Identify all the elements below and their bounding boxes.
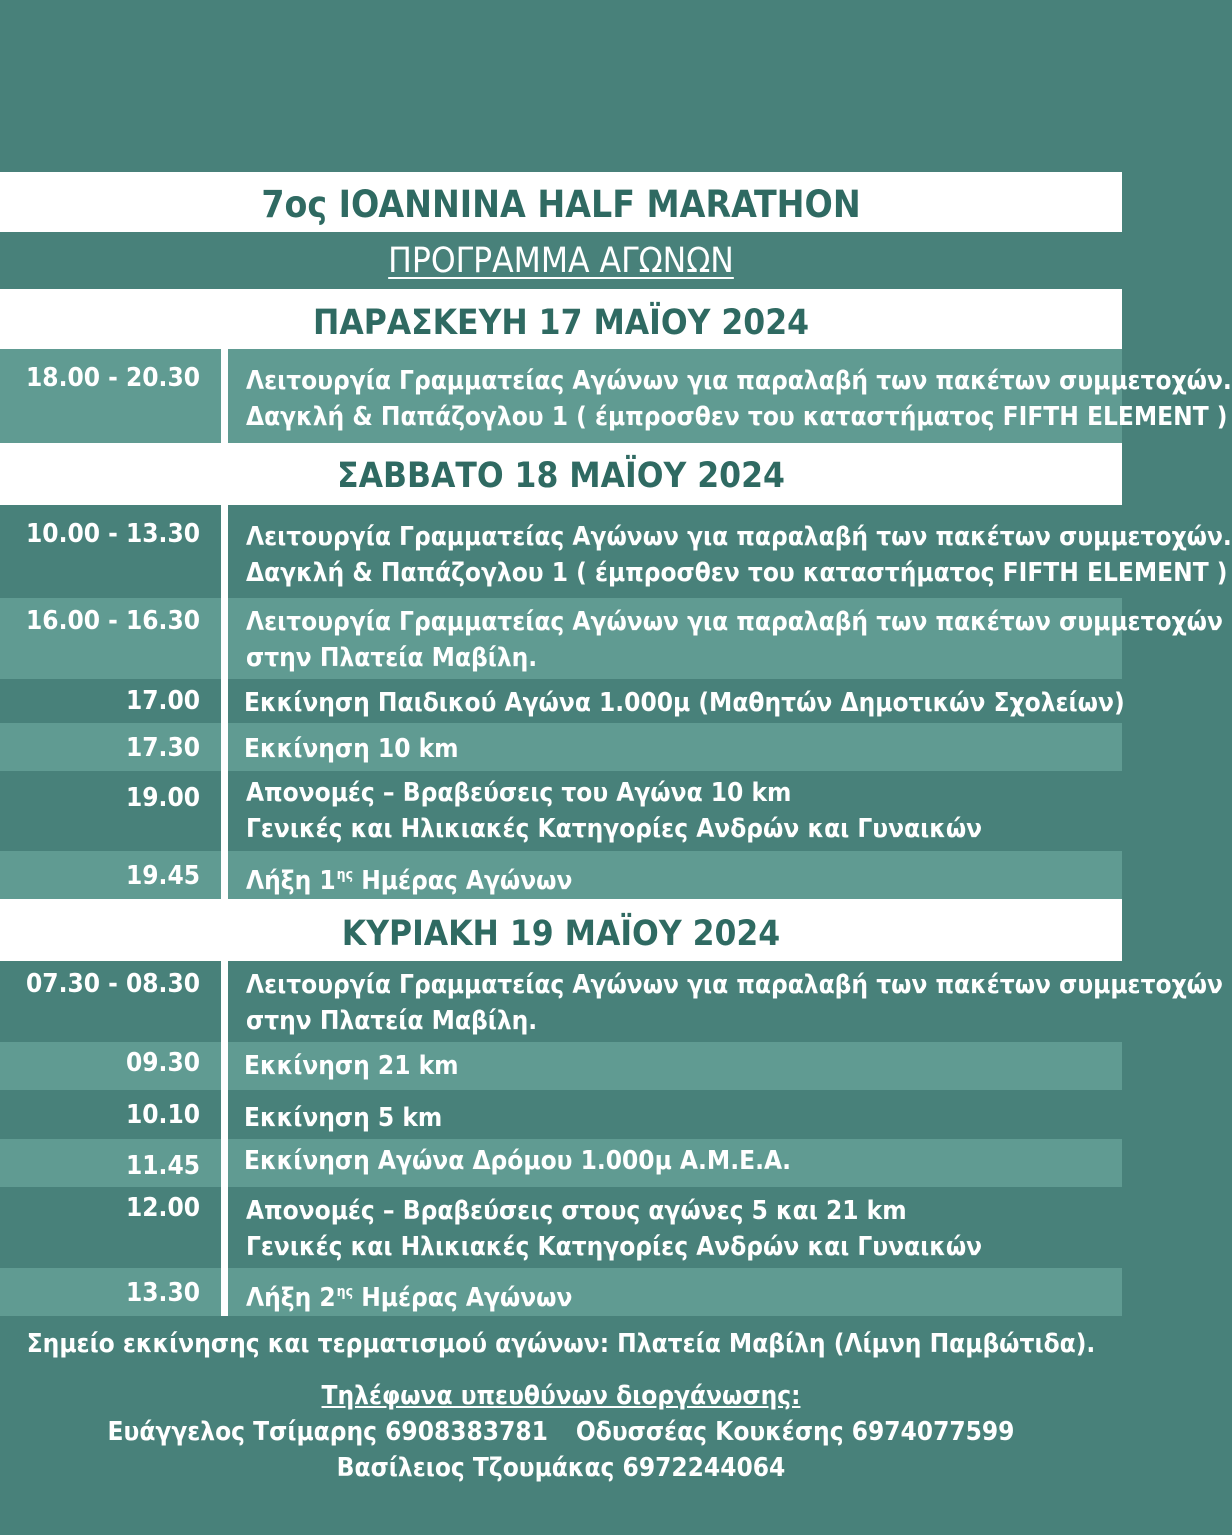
event-line: Γενικές και Ηλικιακές Κατηγορίες Ανδρών και Γυναικών xyxy=(246,1232,983,1262)
event-description xyxy=(246,967,1223,1039)
event-title: 7ος IOANNINA HALF MARATHON xyxy=(0,172,1122,232)
schedule-row xyxy=(0,349,1232,443)
column-divider xyxy=(221,851,228,899)
schedule-row xyxy=(0,723,1122,771)
event-description xyxy=(244,1100,1082,1136)
day-heading-sunday: ΚΥΡΙΑΚΗ 19 ΜΑΪΟΥ 2024 xyxy=(0,899,1122,961)
event-line xyxy=(246,857,1082,899)
event-line: Δαγκλή & Παπάζογλου 1 ( έμπροσθεν του καταστήματος FIFTH ELEMENT ) xyxy=(246,402,1228,432)
event-time: 10.10 xyxy=(126,1100,200,1130)
event-time: 16.00 - 16.30 xyxy=(26,606,200,636)
schedule-row xyxy=(0,851,1122,899)
event-line: Εκκίνηση 5 km xyxy=(244,1103,443,1133)
event-line: Λειτουργία Γραμματείας Αγώνων για παραλαβή των πακέτων συμμετοχών. xyxy=(246,366,1232,396)
event-text: Ημέρας Αγώνων xyxy=(353,866,573,896)
event-time: 19.00 xyxy=(126,783,200,813)
event-time: 10.00 - 13.30 xyxy=(26,519,200,549)
event-description xyxy=(246,1193,1082,1265)
event-line: Λειτουργία Γραμματείας Αγώνων για παραλαβή των πακέτων συμμετοχών xyxy=(246,970,1223,1000)
event-line: Απονομές – Βραβεύσεις του Αγώνα 10 km xyxy=(246,778,792,808)
event-line xyxy=(246,1274,1082,1316)
schedule-row xyxy=(0,1139,1122,1187)
column-divider xyxy=(221,1268,228,1316)
schedule-row xyxy=(0,961,1223,1042)
contacts-title: Τηλέφωνα υπευθύνων διοργάνωσης: xyxy=(321,1381,801,1411)
contacts-block xyxy=(0,1378,1122,1486)
event-description xyxy=(246,775,1082,847)
day-heading-saturday: ΣΑΒΒΑΤΟ 18 ΜΑΪΟΥ 2024 xyxy=(0,443,1122,505)
contacts-line xyxy=(0,1414,1122,1450)
contact-phone: Ευάγγελος Τσίμαρης 6908383781 xyxy=(107,1417,548,1447)
column-divider xyxy=(221,598,228,679)
contact-phone: Βασίλειος Τζουμάκας 6972244064 xyxy=(336,1453,786,1483)
column-divider xyxy=(221,679,228,723)
event-description xyxy=(244,685,1125,721)
event-line: Εκκίνηση Αγώνα Δρόμου 1.000μ Α.Μ.Ε.Α. xyxy=(244,1146,791,1176)
column-divider xyxy=(221,349,228,443)
column-divider xyxy=(221,1187,228,1268)
event-time: 18.00 - 20.30 xyxy=(26,363,200,393)
event-line: Απονομές – Βραβεύσεις στους αγώνες 5 και 21 km xyxy=(246,1196,907,1226)
schedule-row xyxy=(0,598,1223,679)
event-line: Εκκίνηση Παιδικού Αγώνα 1.000μ (Μαθητών Δημοτικών Σχολείων) xyxy=(244,688,1125,718)
event-description xyxy=(244,731,1082,767)
column-divider xyxy=(221,723,228,771)
schedule-row xyxy=(0,771,1122,851)
schedule-row xyxy=(0,1268,1122,1316)
column-divider xyxy=(221,961,228,1042)
schedule-row xyxy=(0,1187,1122,1268)
event-description xyxy=(246,363,1232,435)
event-time: 07.30 - 08.30 xyxy=(26,969,200,999)
event-line: Λειτουργία Γραμματείας Αγώνων για παραλαβή των πακέτων συμμετοχών. xyxy=(246,522,1232,552)
event-time: 19.45 xyxy=(126,861,200,891)
event-text: Λήξη 2 xyxy=(246,1283,336,1313)
ordinal-suffix: ης xyxy=(336,1284,354,1300)
schedule-row xyxy=(0,1090,1122,1139)
event-line: στην Πλατεία Μαβίλη. xyxy=(246,643,538,673)
event-line: Γενικές και Ηλικιακές Κατηγορίες Ανδρών και Γυναικών xyxy=(246,814,983,844)
program-heading-text: ΠΡΟΓΡΑΜΜΑ ΑΓΩΝΩΝ xyxy=(388,241,734,281)
day-heading-friday: ΠΑΡΑΣΚΕΥΗ 17 ΜΑΪΟΥ 2024 xyxy=(0,289,1122,349)
event-line: Δαγκλή & Παπάζογλου 1 ( έμπροσθεν του καταστήματος FIFTH ELEMENT ) xyxy=(246,558,1228,588)
event-line: Εκκίνηση 21 km xyxy=(244,1051,459,1081)
schedule-row xyxy=(0,679,1125,723)
event-description xyxy=(244,1048,1082,1084)
event-description xyxy=(246,604,1223,676)
event-description xyxy=(244,1143,1082,1179)
schedule-row xyxy=(0,1042,1122,1090)
column-divider xyxy=(221,1090,228,1139)
ordinal-suffix: ης xyxy=(336,867,354,883)
event-time: 09.30 xyxy=(126,1048,200,1078)
event-time: 13.30 xyxy=(126,1278,200,1308)
event-line: Λειτουργία Γραμματείας Αγώνων για παραλαβή των πακέτων συμμετοχών xyxy=(246,607,1223,637)
event-line: στην Πλατεία Μαβίλη. xyxy=(246,1006,538,1036)
event-description xyxy=(246,519,1232,591)
column-divider xyxy=(221,1139,228,1187)
event-description xyxy=(246,857,1082,899)
program-heading xyxy=(0,232,1122,288)
event-time: 17.30 xyxy=(126,733,200,763)
event-line: Εκκίνηση 10 km xyxy=(244,734,459,764)
contact-phone: Οδυσσέας Κουκέσης 6974077599 xyxy=(575,1417,1015,1447)
event-description xyxy=(246,1274,1082,1316)
column-divider xyxy=(221,771,228,851)
event-time: 12.00 xyxy=(126,1193,200,1223)
start-finish-note: Σημείο εκκίνησης και τερματισμού αγώνων: Πλατεία Μαβίλη (Λίμνη Παμβώτιδα). xyxy=(26,1329,1096,1359)
column-divider xyxy=(221,1042,228,1090)
column-divider xyxy=(221,505,228,598)
event-text: Ημέρας Αγώνων xyxy=(353,1283,573,1313)
event-time: 17.00 xyxy=(126,686,200,716)
event-text: Λήξη 1 xyxy=(246,866,336,896)
event-time: 11.45 xyxy=(126,1151,200,1181)
schedule-row xyxy=(0,505,1232,598)
